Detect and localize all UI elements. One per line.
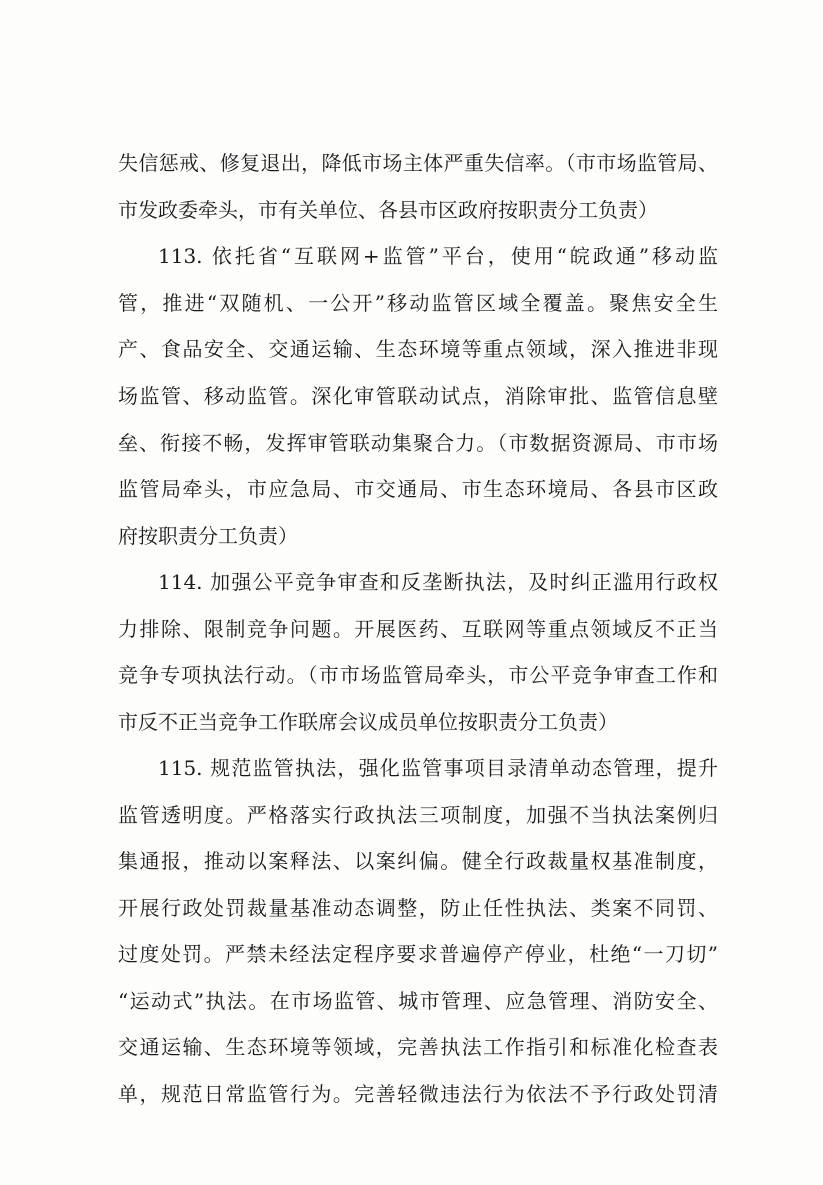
text-line: 失信惩戒、修复退出，降低市场主体严重失信率。（市市场监管局、 xyxy=(118,151,718,175)
text-line: “运动式”执法。在市场监管、城市管理、应急管理、消防安全、 xyxy=(118,989,718,1013)
text-line: 集通报，推动以案释法、以案纠偏。健全行政裁量权基准制度， xyxy=(118,849,718,873)
text-line: 开展行政处罚裁量基准动态调整，防止任性执法、类案不同罚、 xyxy=(118,896,718,920)
text-line: 产、食品安全、交通运输、生态环境等重点领域，深入推进非现 xyxy=(118,337,718,361)
text-line: 交通运输、生态环境等领域，完善执法工作指引和标准化检查表 xyxy=(118,1035,718,1059)
text-line: 府按职责分工负责） xyxy=(118,524,298,548)
text-line: 监管透明度。严格落实行政执法三项制度，加强不当执法案例归 xyxy=(118,803,718,827)
text-line: 114. 加强公平竞争审查和反垄断执法，及时纠正滥用行政权 xyxy=(158,570,718,594)
text-line: 竞争专项执法行动。（市市场监管局牵头，市公平竞争审查工作和 xyxy=(118,663,718,687)
text-line: 115. 规范监管执法，强化监管事项目录清单动态管理，提升 xyxy=(158,756,718,780)
text-line: 管，推进“双随机、一公开”移动监管区域全覆盖。聚焦安全生 xyxy=(118,291,718,315)
text-line: 市发政委牵头，市有关单位、各县市区政府按职责分工负责） xyxy=(118,198,658,222)
text-line: 113. 依托省“互联网+监管”平台，使用“皖政通”移动监 xyxy=(158,244,718,268)
text-line: 力排除、限制竞争问题。开展医药、互联网等重点领域反不正当 xyxy=(118,617,718,641)
text-line: 监管局牵头，市应急局、市交通局、市生态环境局、各县市区政 xyxy=(118,477,718,501)
text-line: 市反不正当竞争工作联席会议成员单位按职责分工负责） xyxy=(118,710,618,734)
text-line: 垒、衔接不畅，发挥审管联动集聚合力。（市数据资源局、市市场 xyxy=(118,431,718,455)
text-line: 单，规范日常监管行为。完善轻微违法行为依法不予行政处罚清 xyxy=(118,1082,718,1106)
text-line: 过度处罚。严禁未经法定程序要求普遍停产停业，杜绝“一刀切” xyxy=(118,942,718,966)
text-line: 场监管、移动监管。深化审管联动试点，消除审批、监管信息壁 xyxy=(118,384,718,408)
